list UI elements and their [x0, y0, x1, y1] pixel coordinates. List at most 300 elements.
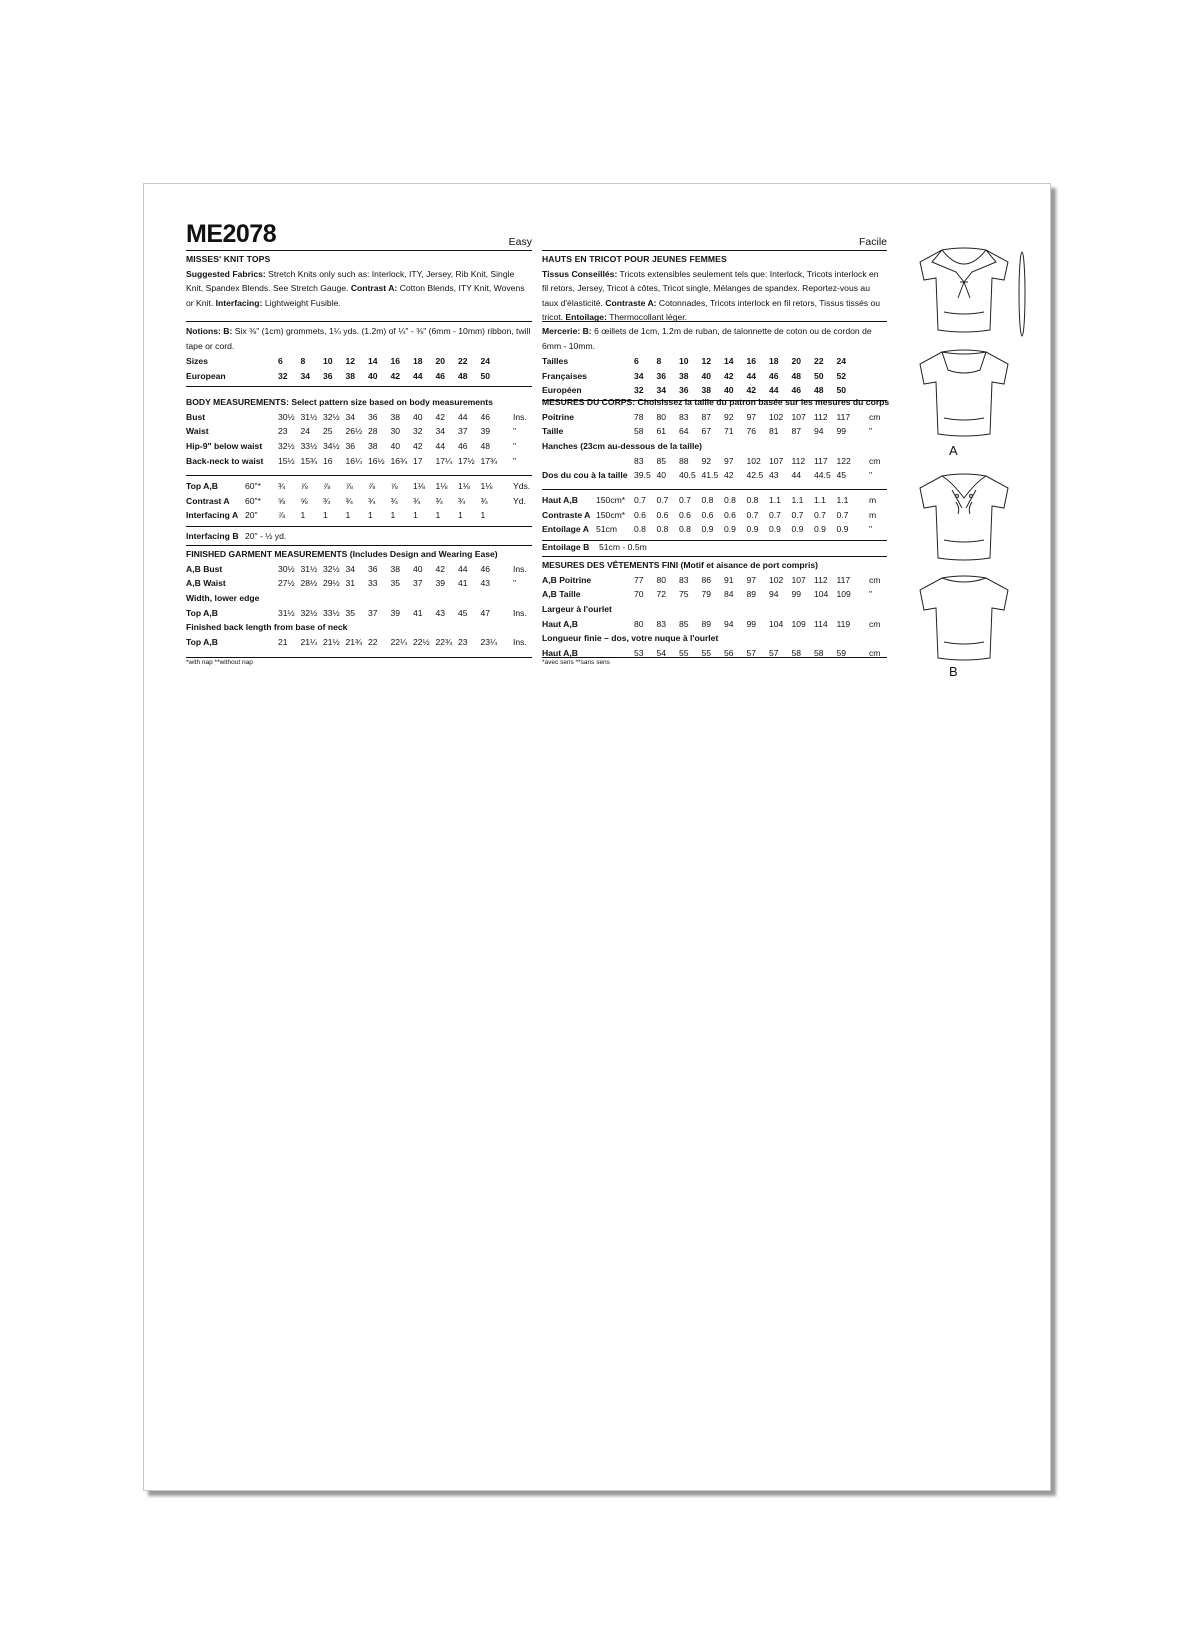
unit: m	[869, 509, 877, 520]
sizes-table-fr	[542, 354, 887, 398]
cell-value: 24	[300, 426, 311, 437]
table-row	[542, 454, 887, 469]
divider	[542, 556, 887, 557]
cell-value: 1	[368, 510, 373, 521]
cell-value: 39	[390, 607, 401, 618]
cell-value: 94	[814, 426, 824, 437]
cell-value: ¾	[480, 495, 488, 506]
cell-value: 1	[458, 510, 463, 521]
table-row	[186, 454, 532, 469]
difficulty-level: Easy	[508, 236, 532, 248]
table-row	[186, 494, 532, 509]
cell-value: 37	[368, 607, 378, 618]
row-label: Taille	[542, 426, 564, 437]
cell-value: 0.7	[814, 509, 826, 520]
cell-value: 0.8	[679, 524, 691, 535]
cell-value: 44	[458, 563, 468, 574]
cell-value: 97	[746, 411, 757, 422]
cell-value: 84	[724, 589, 734, 600]
row-label: Waist	[186, 426, 209, 437]
view-a-back-illustration	[912, 346, 1032, 446]
unit: "	[869, 589, 873, 600]
cell-value: 31½	[300, 563, 318, 574]
row-label: Françaises	[542, 370, 587, 381]
cell-value: 18	[413, 356, 423, 366]
cell-value: 42	[724, 370, 734, 381]
cell-value: 89	[746, 589, 757, 600]
cell-value: 43	[480, 578, 491, 589]
fabric-text: Suggested Fabrics: Stretch Knits only such as: Interlock, ITY, Jersey, Rib Knit, Single Knit, Spandex Blends. See Stretch Gauge. Contrast A: Cotton Blends, ITY Knit, Wovens or Knit. Interfacing: Lightweight Fusible.	[186, 268, 525, 308]
cell-value: 87	[791, 426, 802, 437]
cell-value: 99	[791, 589, 802, 600]
entoilage-b-row: Entoilage B 51cm - 0.5m	[542, 542, 647, 552]
cell-value: 37	[413, 578, 423, 589]
table-row	[542, 410, 887, 425]
cell-value: 0.8	[746, 495, 759, 505]
cell-value: 31½	[278, 607, 295, 618]
cell-value: 31	[345, 578, 356, 589]
cell-value: 22½	[413, 637, 430, 648]
cell-value: 46	[769, 370, 779, 381]
cell-value: 112	[791, 455, 806, 466]
garment-illustrations	[912, 242, 1032, 672]
yardage-table-fr	[542, 493, 887, 537]
divider	[542, 489, 887, 490]
cell-value: 36	[368, 563, 378, 574]
cell-value: 57	[769, 648, 779, 659]
cell-value: 40	[656, 470, 667, 481]
table-row	[186, 424, 532, 439]
cell-value: 1	[300, 510, 306, 521]
cell-value: 37	[458, 426, 468, 437]
unit: cm	[869, 648, 881, 659]
cell-value: 85	[656, 455, 667, 466]
cell-value: 48	[791, 370, 802, 381]
section-title: MISSES' KNIT TOPS	[186, 254, 271, 264]
row-label: MESURES DU CORPS: Choisissez la taille du patron basée sur les mesures du corps	[542, 397, 890, 407]
cell-value: 1⅛	[413, 481, 425, 491]
cell-value: 0.8	[634, 524, 646, 535]
cell-value: 24	[836, 356, 847, 366]
cell-value: 0.7	[769, 509, 781, 520]
view-a-label: A	[949, 443, 958, 458]
cell-value: 35	[390, 578, 401, 589]
cell-value: 39	[435, 578, 446, 589]
cell-value: 76	[746, 426, 757, 437]
cell-value: 78	[634, 411, 644, 422]
cell-value: ⅞	[300, 481, 308, 491]
cell-value: 0.9	[769, 524, 781, 535]
cell-value: 36	[323, 370, 333, 381]
cell-value: 10	[323, 356, 333, 366]
unit: "	[513, 455, 517, 466]
cell-value: 44	[746, 370, 757, 381]
cell-value: 83	[634, 455, 644, 466]
cell-value: 0.7	[836, 509, 849, 520]
row-heading	[542, 558, 887, 573]
cell-value: 102	[769, 574, 784, 585]
cell-value: 53	[634, 648, 644, 659]
cell-value: 41	[413, 607, 423, 618]
row-label: Top A,B	[186, 637, 218, 648]
unit: "	[869, 426, 873, 437]
cell-value: 85	[679, 618, 689, 629]
table-row	[186, 439, 532, 454]
cell-value: ⅞	[323, 481, 331, 491]
row-label: Top A,B	[186, 607, 218, 618]
cell-value: 46	[435, 370, 446, 381]
cell-value: 34	[300, 370, 311, 381]
view-b-back-illustration	[912, 572, 1032, 672]
cell-value: 42	[724, 470, 734, 481]
row-heading	[542, 395, 890, 410]
row-label: A,B Waist	[186, 578, 226, 589]
footnote-fr: *avec sens **sans sens	[542, 659, 610, 666]
cell-value: 99	[746, 618, 757, 629]
cell-value: 29½	[323, 578, 340, 589]
cell-value: 0.7	[791, 509, 804, 520]
cell-value: 50	[480, 370, 491, 381]
body-measurements-table	[186, 395, 532, 468]
cell-value: 16	[323, 455, 333, 466]
cell-value: 30½	[278, 563, 295, 574]
cell-value: 8	[656, 356, 662, 366]
fabric-section	[186, 252, 532, 310]
fabric-text-fr: Tissus Conseillés: Tricots extensibles seulement tels que: Interlock, Tricots interlock en fil retors, Jersey, Tricot à côtes, Tricot single, Mélanges de spandex. Reportez-vous au taux d'élasticité. Contraste A: Cotonnades, Tricots interlock en fil retors, Tissus tissés ou tricot. Entoilage: Thermocollant léger.	[542, 268, 881, 322]
cell-value: 94	[724, 618, 734, 629]
row-label: Sizes	[186, 356, 208, 366]
cell-value: 20	[435, 356, 446, 366]
cell-value: 67	[701, 426, 712, 437]
cell-value: 89	[701, 618, 712, 629]
cell-value: 43	[769, 470, 779, 481]
cell-value: 44	[769, 385, 779, 396]
view-b-label: B	[949, 664, 958, 679]
cell-value: 1	[480, 510, 486, 521]
cell-value: 18	[769, 356, 779, 366]
cell-value: 58	[791, 648, 802, 659]
cell-value: 94	[769, 589, 779, 600]
cell-value: 45	[458, 607, 468, 618]
cell-value: 15¾	[300, 455, 318, 466]
cell-value: 34½	[323, 441, 340, 452]
table-row	[542, 424, 887, 439]
row-label: Bust	[186, 411, 206, 422]
row-label: Haut A,B	[542, 618, 578, 629]
unit: "	[869, 524, 873, 535]
cell-value: 52	[836, 370, 847, 381]
fabric-width: 51cm	[596, 524, 618, 535]
row-label: Hip-9" below waist	[186, 441, 263, 452]
row-label: FINISHED GARMENT MEASUREMENTS (Includes Design and Wearing Ease)	[186, 549, 498, 559]
finished-measurements-table-fr	[542, 558, 887, 661]
table-row	[186, 635, 532, 650]
cell-value: 0.7	[656, 495, 669, 505]
cell-value: 24	[480, 356, 491, 366]
cell-value: 40	[724, 385, 734, 396]
header-right	[542, 222, 887, 251]
row-label: Top A,B	[186, 481, 218, 491]
cell-value: 46	[480, 563, 491, 574]
cell-value: ¾	[368, 495, 376, 506]
row-label: MESURES DES VÊTEMENTS FINI (Motif et aisance de port compris)	[542, 560, 818, 570]
cell-value: 109	[791, 618, 806, 629]
row-label: Hanches (23cm au-dessous de la taille)	[542, 441, 702, 452]
divider	[186, 475, 532, 476]
row-label: Poitrine	[542, 411, 574, 422]
cell-value: 61	[656, 426, 667, 437]
cell-value: 50	[814, 370, 824, 381]
row-label: Finished back length from base of neck	[186, 622, 348, 633]
cell-value: 80	[634, 618, 644, 629]
cell-value: 22	[814, 356, 824, 366]
row-heading	[542, 631, 887, 646]
table-row	[186, 369, 532, 384]
cell-value: 80	[656, 411, 667, 422]
unit: cm	[869, 455, 881, 466]
cell-value: 38	[390, 563, 401, 574]
cell-value: ¾	[435, 495, 443, 506]
cell-value: 0.9	[791, 524, 804, 535]
cell-value: 41	[458, 578, 468, 589]
cell-value: 92	[724, 411, 734, 422]
cell-value: 28½	[300, 578, 318, 589]
cell-value: 104	[769, 618, 784, 629]
cell-value: 8	[300, 356, 306, 366]
cell-value: 117	[836, 411, 851, 422]
cell-value: 41.5	[701, 470, 719, 481]
cell-value: 54	[656, 648, 667, 659]
cell-value: 23	[278, 426, 288, 437]
cell-value: 34	[345, 411, 356, 422]
cell-value: 64	[679, 426, 689, 437]
row-heading	[542, 602, 887, 617]
cell-value: 33	[368, 578, 378, 589]
table-row	[542, 493, 887, 508]
cell-value: 46	[480, 411, 491, 422]
section-title-fr: HAUTS EN TRICOT POUR JEUNES FEMMES	[542, 254, 727, 264]
cell-value: 83	[679, 411, 689, 422]
cell-value: 107	[791, 411, 806, 422]
cell-value: 0.6	[679, 509, 691, 520]
unit: "	[869, 470, 873, 481]
cell-value: 10	[679, 356, 689, 366]
cell-value: 83	[679, 574, 689, 585]
row-label: Largeur à l'ourlet	[542, 604, 612, 615]
row-label: Interfacing A	[186, 510, 239, 521]
cell-value: 36	[656, 370, 667, 381]
cell-value: 1⅛	[435, 481, 448, 491]
cell-value: 86	[701, 574, 712, 585]
row-label: Tailles	[542, 356, 569, 366]
cell-value: 79	[701, 589, 712, 600]
cell-value: 31½	[300, 411, 318, 422]
unit: Ins.	[513, 607, 527, 618]
cell-value: 16¾	[390, 455, 408, 466]
table-row	[186, 576, 532, 591]
cell-value: 40	[390, 441, 401, 452]
cell-value: 22	[458, 356, 468, 366]
row-label: Longueur finie – dos, votre nuque à l'ourlet	[542, 633, 719, 644]
cell-value: 88	[679, 455, 689, 466]
cell-value: 80	[656, 574, 667, 585]
cell-value: 16	[390, 356, 401, 366]
cell-value: 44.5	[814, 470, 831, 481]
cell-value: 39	[480, 426, 491, 437]
cell-value: 26½	[345, 426, 363, 437]
cell-value: 0.6	[724, 509, 736, 520]
cell-value: 70	[634, 589, 644, 600]
cell-value: 0.7	[634, 495, 646, 505]
fabric-section-fr	[542, 252, 887, 325]
row-heading	[186, 395, 532, 410]
footnote: *with nap **without nap	[186, 659, 253, 666]
cell-value: 36	[368, 411, 378, 422]
cell-value: 33½	[323, 607, 340, 618]
row-heading	[186, 547, 532, 562]
divider	[186, 545, 532, 546]
cell-value: 50	[836, 385, 847, 396]
cell-value: 28	[368, 426, 378, 437]
cell-value: 14	[724, 356, 734, 366]
cell-value: 42.5	[746, 470, 764, 481]
cell-value: 30	[390, 426, 401, 437]
cell-value: 44	[791, 470, 802, 481]
cell-value: 122	[836, 455, 851, 466]
unit: Yd.	[513, 495, 526, 506]
row-label: BODY MEASUREMENTS: Select pattern size based on body measurements	[186, 397, 493, 407]
cell-value: 38	[679, 370, 689, 381]
cell-value: 55	[679, 648, 689, 659]
cell-value: 1	[390, 510, 396, 521]
cell-value: 34	[345, 563, 356, 574]
cell-value: 17¼	[435, 455, 453, 466]
sizes-table	[186, 354, 532, 383]
cell-value: 36	[345, 441, 356, 452]
divider	[186, 657, 532, 658]
table-row	[542, 508, 887, 523]
cell-value: ¾	[413, 495, 421, 506]
cell-value: 34	[435, 426, 446, 437]
table-row	[542, 354, 887, 369]
fabric-width: 60"*	[245, 481, 261, 491]
cell-value: 55	[701, 648, 712, 659]
cell-value: ¾	[390, 495, 398, 506]
cell-value: 0.6	[656, 509, 669, 520]
cell-value: 42	[435, 411, 446, 422]
divider	[542, 321, 887, 322]
cell-value: 117	[836, 574, 851, 585]
cell-value: 83	[656, 618, 667, 629]
cell-value: 27½	[278, 578, 295, 589]
cell-value: 1.1	[791, 495, 804, 505]
row-heading	[542, 439, 887, 454]
row-label: A,B Bust	[186, 563, 223, 574]
yardage-table	[186, 479, 532, 523]
cell-value: 114	[814, 618, 828, 629]
table-row	[542, 587, 887, 602]
interfacing-b-row: Interfacing B 20" - ½ yd.	[186, 531, 287, 541]
table-row	[186, 508, 532, 523]
cell-value: 32½	[323, 563, 340, 574]
cell-value: 57	[746, 648, 757, 659]
cell-value: ⅞	[278, 510, 286, 521]
cell-value: 87	[701, 411, 712, 422]
notions-text-fr: Mercerie: B: 6 œillets de 1cm, 1.2m de ruban, de talonnette de coton ou de cordon de 6mm - 10mm.	[542, 326, 872, 351]
cell-value: 30½	[278, 411, 295, 422]
cell-value: 97	[724, 455, 734, 466]
row-label: Contrast A	[186, 495, 230, 506]
cell-value: 17¾	[480, 455, 498, 466]
difficulty-level-fr: Facile	[858, 236, 887, 248]
cell-value: 25	[323, 426, 333, 437]
unit: cm	[869, 618, 881, 629]
cell-value: 46	[791, 385, 802, 396]
divider	[186, 321, 532, 322]
cell-value: 92	[701, 455, 712, 466]
cell-value: 36	[679, 385, 689, 396]
cell-value: 109	[836, 589, 851, 600]
unit: "	[513, 441, 517, 452]
cell-value: 15½	[278, 455, 295, 466]
cell-value: ⅞	[345, 481, 353, 491]
view-a-front-illustration	[912, 242, 1032, 342]
fabric-width: 150cm*	[596, 509, 626, 520]
unit: cm	[869, 411, 881, 422]
fabric-width: 60"*	[245, 495, 261, 506]
cell-value: ¾	[458, 495, 466, 506]
table-row	[186, 479, 532, 494]
unit: Yds.	[513, 481, 531, 491]
cell-value: 38	[701, 385, 712, 396]
cell-value: 0.8	[701, 495, 714, 505]
unit: cm	[869, 574, 881, 585]
cell-value: 47	[480, 607, 491, 618]
cell-value: 58	[814, 648, 824, 659]
cell-value: 40.5	[679, 470, 696, 481]
row-label: A,B Poitrine	[542, 574, 592, 585]
cell-value: ⅝	[278, 495, 286, 506]
cell-value: 72	[656, 589, 667, 600]
unit: Ins.	[513, 637, 527, 648]
cell-value: 112	[814, 411, 828, 422]
table-row	[186, 562, 532, 577]
cell-value: 40	[413, 563, 423, 574]
cell-value: 44	[458, 411, 468, 422]
cell-value: 14	[368, 356, 378, 366]
row-label: European	[186, 370, 226, 381]
cell-value: 0.6	[701, 509, 714, 520]
cell-value: 58	[634, 426, 644, 437]
pattern-code: ME2078	[186, 220, 277, 248]
cell-value: 6	[278, 356, 283, 366]
cell-value: ¾	[345, 495, 353, 506]
cell-value: 32	[278, 370, 288, 381]
cell-value: ¾	[278, 481, 286, 491]
cell-value: 0.7	[679, 495, 691, 505]
cell-value: 21½	[323, 637, 340, 648]
cell-value: ⅞	[390, 481, 398, 491]
cell-value: ⅝	[300, 495, 308, 506]
view-b-front-illustration	[912, 468, 1032, 568]
cell-value: 16½	[368, 455, 385, 466]
row-label: Back-neck to waist	[186, 455, 264, 466]
row-heading	[186, 591, 532, 606]
cell-value: 32½	[323, 411, 340, 422]
cell-value: 1⅛	[458, 481, 470, 491]
cell-value: 46	[458, 441, 468, 452]
cell-value: 38	[390, 411, 401, 422]
